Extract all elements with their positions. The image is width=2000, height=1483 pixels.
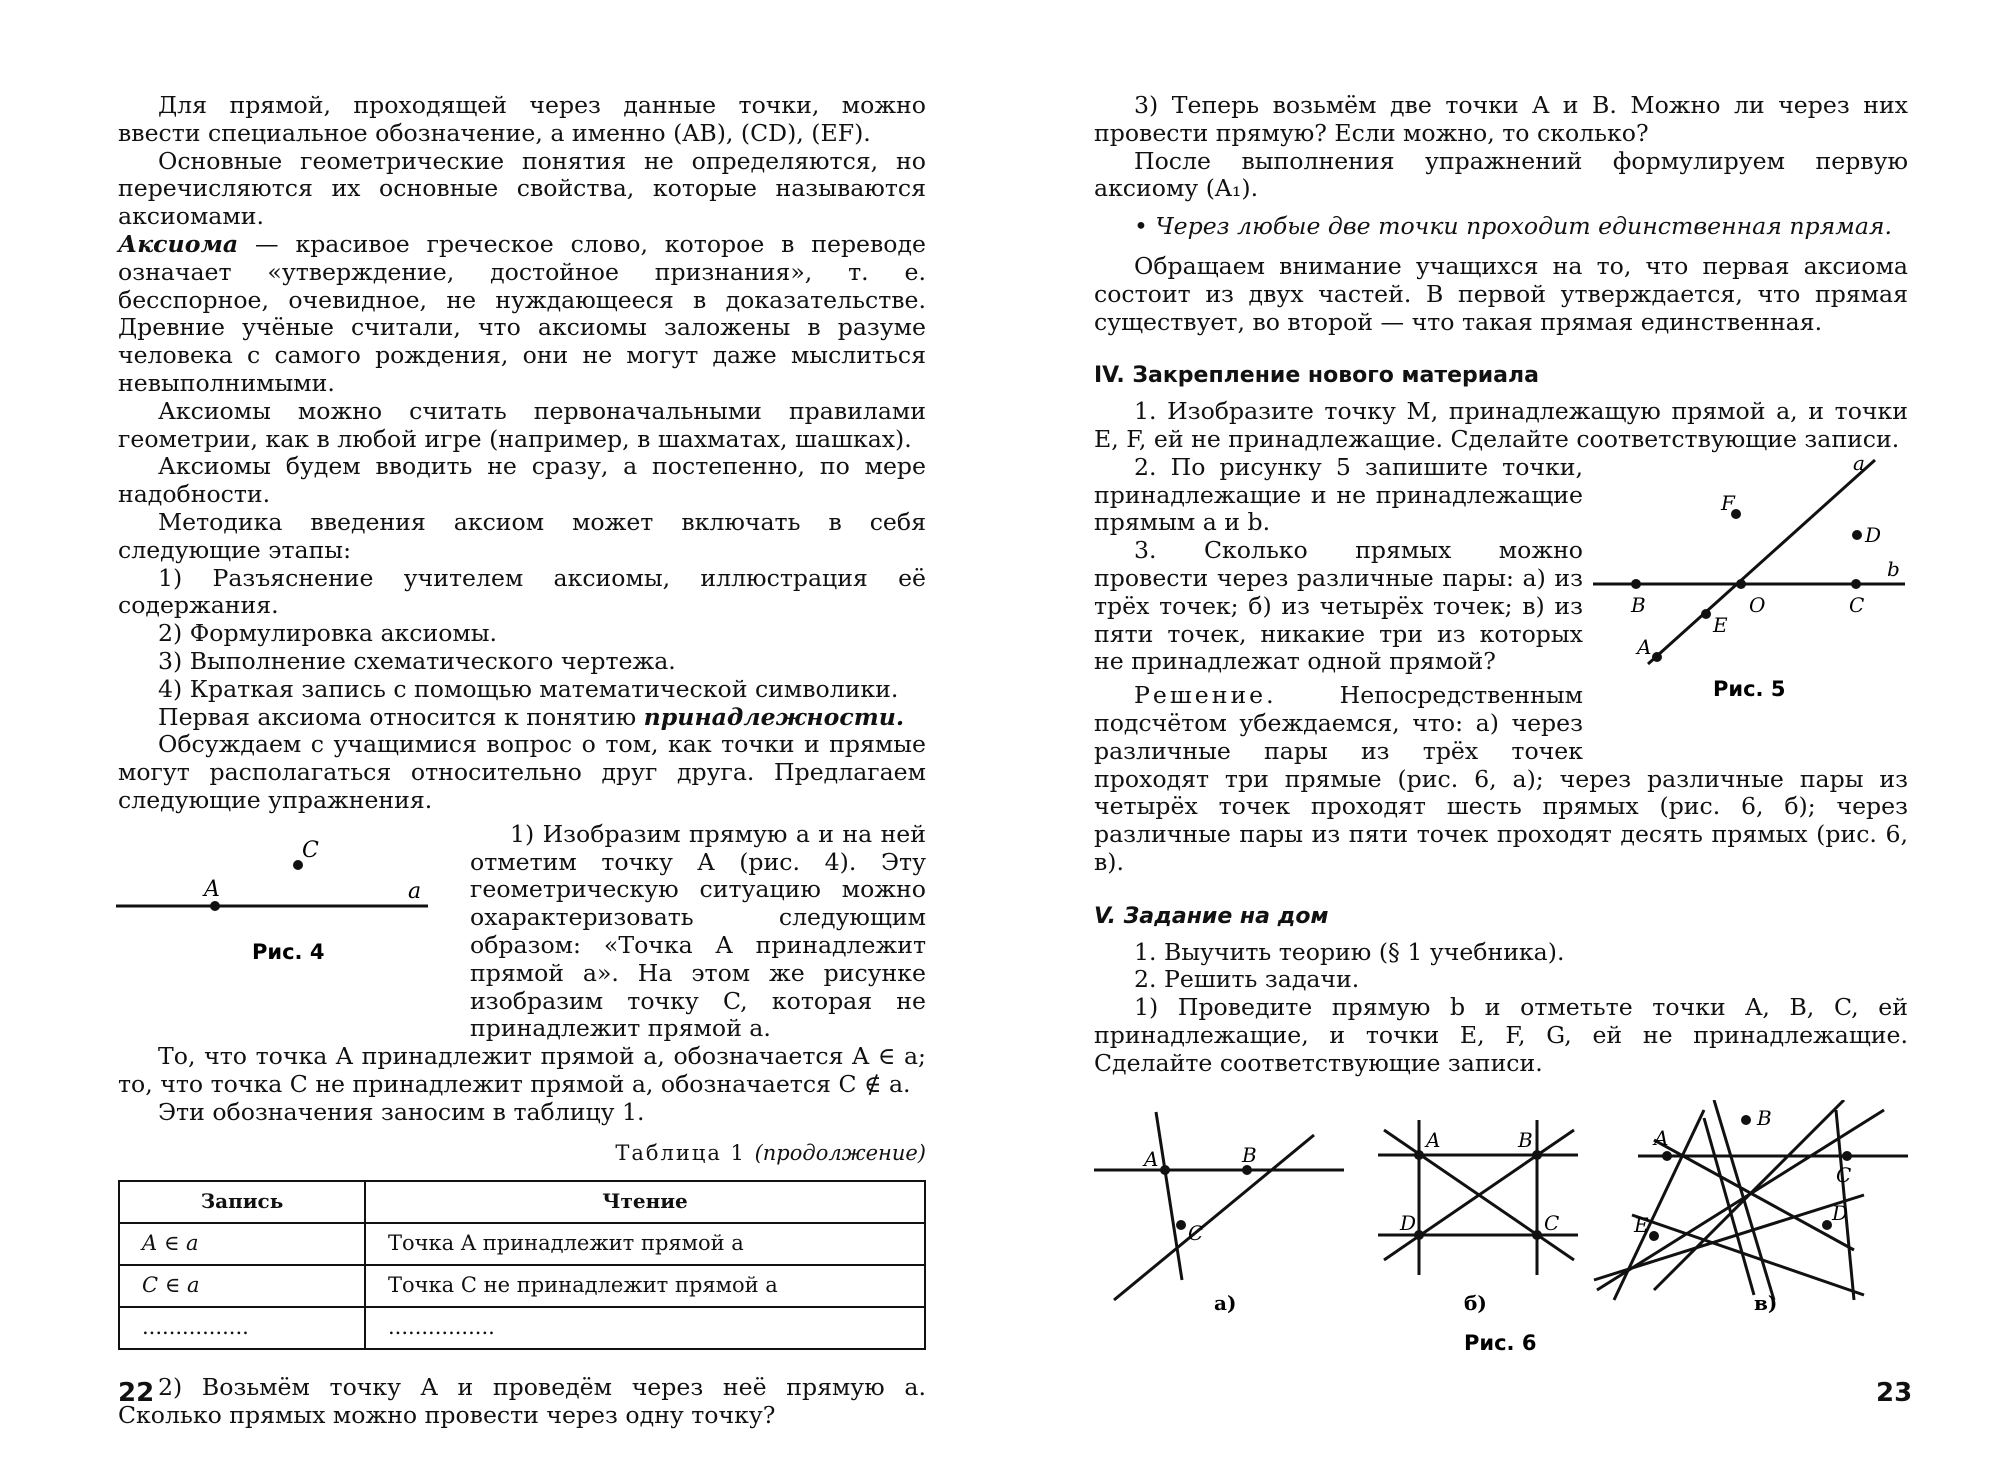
homework-item: 2. Решить задачи. <box>1134 965 1360 994</box>
paragraph: Методика введения аксиом может включать в себя следующие этапы: <box>118 507 926 564</box>
fig6c-point-c <box>1842 1151 1852 1161</box>
section-heading-5: V. Задание на дом <box>1094 903 1329 929</box>
right-text-column <box>1094 92 1908 1360</box>
term-axiom: Аксиома <box>118 229 239 258</box>
fig6b-label-a: A <box>1426 1127 1441 1152</box>
list-item: 3) Выполнение схематического чертежа. <box>158 646 676 675</box>
figure-5-drawing <box>1593 454 1908 759</box>
table-caption-note: (продолжение) <box>754 1141 926 1166</box>
fig6b-point-c <box>1532 1230 1542 1240</box>
column-header: Запись <box>119 1181 365 1223</box>
homework-item: 1) Проведите прямую b и отметьте точки A, B, C, ей принадлежащие, и точки E, F, G, ей не принадлежащие. Сделайте соответствующие записи. <box>1094 993 1908 1077</box>
list-item: 2) Формулировка аксиомы. <box>158 619 498 648</box>
text: Первая аксиома относится к понятию <box>158 702 644 731</box>
term-belonging: принадлежности. <box>643 702 905 731</box>
column-header: Чтение <box>365 1181 925 1223</box>
label-line-a: a <box>408 878 422 904</box>
section-heading-4: IV. Закрепление нового материала <box>1094 363 1539 389</box>
table-caption <box>118 1140 926 1168</box>
paragraph: Основные геометрические понятия не определяются, но перечисляются их основные свойства, которые называются аксиомами. <box>118 146 926 231</box>
fig6c-point-e <box>1649 1231 1659 1241</box>
figure-6 <box>1094 1100 1908 1360</box>
point-b-dot <box>1631 579 1641 589</box>
fig6b-label-c: C <box>1544 1210 1560 1235</box>
fig6a-label-b: B <box>1242 1142 1257 1167</box>
paragraph: Аксиомы будем вводить не сразу, а постепенно, по мере надобности. <box>118 452 926 509</box>
label-c-point: C <box>302 837 319 863</box>
list-item: 1) Разъяснение учителем аксиомы, иллюстрация её содержания. <box>118 563 926 620</box>
table-cell: ................ <box>119 1307 365 1349</box>
list-item: 4) Краткая запись с помощью математической символики. <box>158 674 899 703</box>
paragraph <box>118 704 926 732</box>
fig6c-point-b <box>1741 1115 1751 1125</box>
paragraph: Эти обозначения заносим в таблицу 1. <box>158 1097 645 1126</box>
homework-item: 1. Выучить теорию (§ 1 учебника). <box>1134 937 1565 966</box>
fig6c-point-d <box>1822 1220 1832 1230</box>
fig6c-label-c: C <box>1836 1162 1852 1187</box>
figure-6-caption: Рис. 6 <box>1464 1330 1537 1355</box>
label-line-b: b <box>1887 556 1900 581</box>
table-cell: C ∈ a <box>119 1265 365 1307</box>
task: 2. По рисунку 5 запишите точки, принадлежащие и не принадлежащие прямым a и b. <box>1094 452 1583 537</box>
table-cell: A ∈ a <box>119 1223 365 1265</box>
axiom-definition-text: — красивое греческое слово, которое в переводе означает «утверждение, достойное признания», т. е. бесспорное, очевидное, не нуждающееся в доказательстве. Древние учёные считали, что аксиомы заложены в разуме человека с самого рождения, они не могут даже мыслиться невыполнимыми. <box>118 229 926 397</box>
fig6c-line-ec <box>1597 1110 1884 1290</box>
label-e: E <box>1713 612 1728 637</box>
fig6c-sublabel: в) <box>1754 1290 1778 1315</box>
figure-4-caption: Рис. 4 <box>252 939 325 964</box>
figure-6b <box>1378 1120 1578 1315</box>
label-a: A <box>1637 634 1652 659</box>
fig6a-point-a <box>1160 1165 1170 1175</box>
paragraph: После выполнения упражнений формулируем первую аксиому (A₁). <box>1094 146 1908 203</box>
table-row <box>119 1265 925 1307</box>
task: 3. Сколько прямых можно провести через различные пары: а) из трёх точек; б) из четырёх точек; в) из пяти точек, никакие три из которых не принадлежат одной прямой? <box>1094 536 1583 676</box>
fig6a-sublabel: а) <box>1214 1290 1237 1315</box>
fig6c-label-b: B <box>1757 1105 1772 1130</box>
page-number: 22 <box>118 1378 155 1408</box>
figure-5-caption: Рис. 5 <box>1713 676 1786 701</box>
fig6b-point-a <box>1414 1150 1424 1160</box>
figure-4 <box>116 821 456 1026</box>
right-page <box>1000 0 2000 1483</box>
axiom-statement: • Через любые две точки проходит единственная прямая. <box>1134 212 1893 241</box>
paragraph-axiom-definition <box>118 231 926 398</box>
point-a-dot <box>1652 652 1662 662</box>
exercise-block <box>118 821 926 1043</box>
figure-5 <box>1593 454 1908 759</box>
fig6a-label-c: C <box>1188 1220 1204 1245</box>
table-cell: Точка A принадлежит прямой a <box>365 1223 925 1265</box>
solution-text: Непосредственным подсчётом убеждаемся, что: а) через различные пары из трёх точек проходят три прямые (рис. 6, а); через различные пары из четырёх точек проходят шесть прямых (рис. 6, б); через различные пары из пяти точек проходят десять прямых (рис. 6, в). <box>1094 681 1908 876</box>
paragraph: 3) Теперь возьмём две точки A и B. Можно ли через них провести прямую? Если можно, то сколько? <box>1094 91 1908 147</box>
table-cell: Точка C не принадлежит прямой a <box>365 1265 925 1307</box>
label-d: D <box>1865 522 1882 547</box>
exercise-1: 1) Изобразим прямую a и на ней отметим точку A (рис. 4). Эту геометрическую ситуацию можно охарактеризовать следующим образом: «Точка A принадлежит прямой a». На этом же рисунке изобразим точку C, которая не принадлежит прямой a. <box>470 819 926 1043</box>
point-a-dot <box>210 901 220 911</box>
paragraph: Аксиомы можно считать первоначальными правилами геометрии, как в любой игре (например, в шахматах, шашках). <box>118 396 926 453</box>
figure-4-drawing <box>116 821 456 1026</box>
paragraph: Для прямой, проходящей через данные точки, можно ввести специальное обозначение, а именно (AB), (CD), (EF). <box>118 91 926 147</box>
point-d-dot <box>1852 530 1862 540</box>
table-row <box>119 1307 925 1349</box>
label-f: F <box>1721 490 1735 515</box>
fig6a-point-c <box>1176 1220 1186 1230</box>
fig6b-label-d: D <box>1400 1210 1417 1235</box>
fig6b-point-b <box>1532 1150 1542 1160</box>
label-b: B <box>1631 592 1646 617</box>
point-e-dot <box>1701 609 1711 619</box>
fig6c-label-a: A <box>1654 1125 1669 1150</box>
label-line-a: a <box>1853 453 1865 475</box>
point-c-dot <box>1851 579 1861 589</box>
figure-6-drawing <box>1094 1100 1908 1360</box>
fig6c-label-d: D <box>1832 1200 1849 1225</box>
fig6b-label-b: B <box>1518 1127 1533 1152</box>
paragraph: 2) Возьмём точку A и проведём через неё прямую a. Сколько прямых можно провести через одну точку? <box>118 1373 926 1430</box>
fig6c-point-a <box>1662 1151 1672 1161</box>
page-number: 23 <box>1876 1378 1913 1408</box>
task: 1. Изобразите точку M, принадлежащую прямой a, и точки E, F, ей не принадлежащие. Сделайте соответствующие записи. <box>1094 397 1908 453</box>
table-header-row <box>119 1181 925 1223</box>
paragraph: Обращаем внимание учащихся на то, что первая аксиома состоит из двух частей. В первой утверждается, что прямая существует, во второй — что такая прямая единственная. <box>1094 251 1908 336</box>
line-a <box>1648 460 1875 664</box>
label-a-point: A <box>204 876 220 902</box>
label-o: O <box>1749 592 1766 617</box>
paragraph: Обсуждаем с учащимися вопрос о том, как точки и прямые могут располагаться относительно друг друга. Предлагаем следующие упражнения. <box>118 730 926 814</box>
table-caption-word: Таблица 1 <box>615 1141 746 1166</box>
table-cell: ................ <box>365 1307 925 1349</box>
solution-word: Решение. <box>1134 681 1277 710</box>
label-c: C <box>1849 592 1865 617</box>
figure-6c <box>1594 1100 1908 1315</box>
fig6b-sublabel: б) <box>1464 1290 1487 1315</box>
table-row <box>119 1223 925 1265</box>
paragraph: То, что точка A принадлежит прямой a, обозначается A ∈ a; то, что точка C не принадлежит прямой a, обозначается C ∉ a. <box>118 1042 926 1098</box>
fig6a-label-a: A <box>1144 1146 1159 1171</box>
left-text-column <box>118 92 926 1430</box>
fig6c-label-e: E <box>1634 1212 1649 1237</box>
point-o-dot <box>1736 579 1746 589</box>
figure-6a <box>1094 1112 1344 1315</box>
notation-table <box>118 1180 926 1350</box>
